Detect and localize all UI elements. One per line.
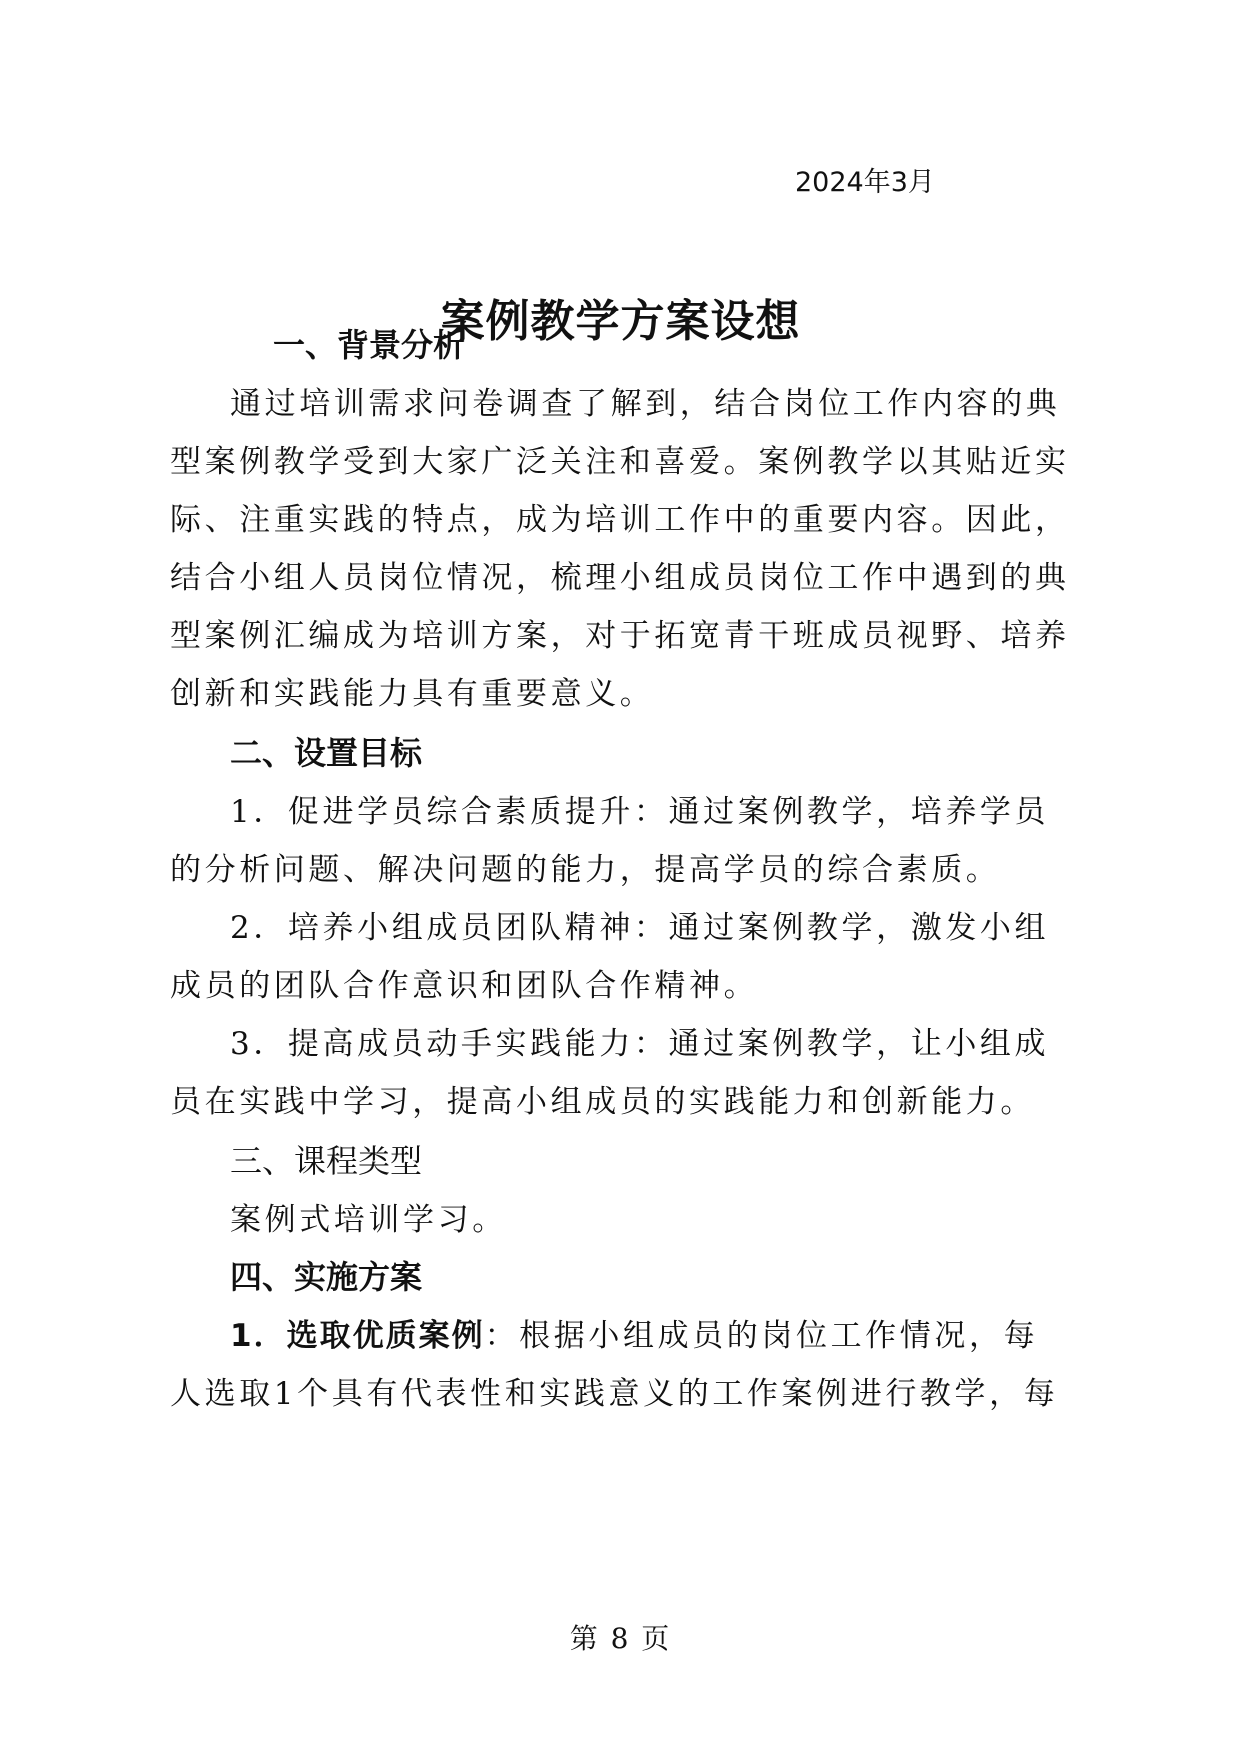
- paragraph-line: 通过培训需求问卷调查了解到，结合岗位工作内容的典: [230, 386, 1061, 422]
- section-heading-background: 一、背景分析: [273, 326, 466, 364]
- section-heading-course-type: 三、课程类型: [230, 1142, 423, 1180]
- paragraph-line: 员在实践中学习，提高小组成员的实践能力和创新能力。: [170, 1084, 1035, 1120]
- paragraph-line: 结合小组人员岗位情况，梳理小组成员岗位工作中遇到的典: [170, 560, 1070, 596]
- paragraph-line: 型案例汇编成为培训方案，对于拓宽青干班成员视野、培养: [170, 618, 1070, 654]
- paragraph-line: 成员的团队合作意识和团队合作精神。: [170, 968, 759, 1004]
- paragraph-line: 2．培养小组成员团队精神：通过案例教学，激发小组: [230, 910, 1050, 946]
- document-date: 2024年3月: [795, 167, 935, 198]
- item-label: 1．选取优质案例: [230, 1318, 485, 1354]
- paragraph-line: 创新和实践能力具有重要意义。: [170, 676, 655, 712]
- paragraph-line: [230, 1310, 1038, 1355]
- document-title: 案例教学方案设想: [440, 296, 801, 347]
- paragraph-line: 1．促进学员综合素质提升：通过案例教学，培养学员: [230, 794, 1050, 830]
- section-heading-goals: 二、设置目标: [230, 734, 423, 772]
- paragraph-line: 3．提高成员动手实践能力：通过案例教学，让小组成: [230, 1026, 1050, 1062]
- paragraph-line: 的分析问题、解决问题的能力，提高学员的综合素质。: [170, 852, 1001, 888]
- paragraph-line: 型案例教学受到大家广泛关注和喜爱。案例教学以其贴近实: [170, 444, 1070, 480]
- page-number: 第 8 页: [569, 1622, 672, 1655]
- section-heading-implementation: 四、实施方案: [230, 1258, 423, 1296]
- paragraph-line: 案例式培训学习。: [230, 1202, 507, 1238]
- item-text: ：根据小组成员的岗位工作情况，每: [484, 1318, 1039, 1354]
- paragraph-line: 人选取1个具有代表性和实践意义的工作案例进行教学，每: [170, 1376, 1059, 1412]
- paragraph-line: 际、注重实践的特点，成为培训工作中的重要内容。因此，: [170, 502, 1070, 538]
